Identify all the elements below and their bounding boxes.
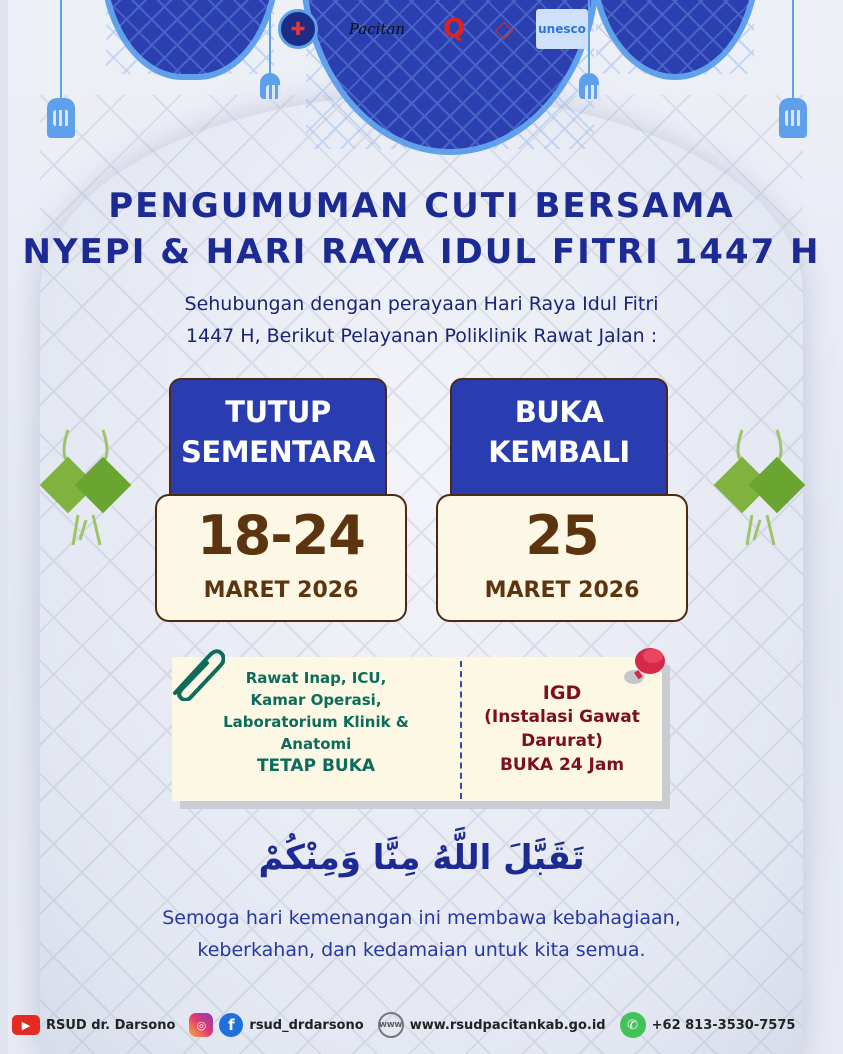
reopen-label-2: KEMBALI	[488, 435, 630, 469]
paperclip-icon	[165, 643, 225, 701]
phone-number: +62 813-3530-7575	[651, 1017, 796, 1033]
rsud-logo-icon: ✚	[278, 9, 318, 49]
igd-desc-line: (Instalasi Gawat	[484, 707, 640, 727]
page-title	[0, 183, 843, 275]
instagram-icon: ◎	[189, 1013, 213, 1037]
lantern-icon	[792, 0, 794, 100]
service-line: Anatomi	[280, 735, 352, 753]
reopen-card-header	[450, 378, 668, 508]
service-line: Laboratorium Klinik &	[223, 713, 409, 731]
greeting-line-1: Semoga hari kemenangan ini membawa kebahagiaan,	[162, 907, 681, 929]
reopen-date: 25	[525, 504, 599, 567]
closed-label-1: TUTUP	[225, 395, 331, 429]
greeting-message	[0, 902, 843, 966]
facebook-icon: f	[219, 1013, 243, 1037]
social-link[interactable]	[189, 1013, 363, 1037]
lantern-icon	[269, 0, 271, 75]
reopen-label-1: BUKA	[514, 395, 604, 429]
open-status: TETAP BUKA	[256, 756, 376, 776]
closed-dates: 18-24	[197, 504, 365, 567]
lantern-icon	[60, 0, 62, 100]
igd-desc-line: Darurat)	[521, 731, 603, 751]
contact-footer	[0, 1008, 843, 1042]
website-link[interactable]	[378, 1012, 606, 1038]
closed-month: MARET 2026	[203, 578, 359, 603]
service-line: Kamar Operasi,	[250, 691, 382, 709]
title-line-1: PENGUMUMAN CUTI BERSAMA	[108, 186, 735, 226]
whatsapp-icon: ✆	[620, 1012, 646, 1038]
globe-icon: WWW	[378, 1012, 404, 1038]
side-panel	[0, 0, 8, 1054]
dome-right-ornament	[590, 0, 760, 80]
whatsapp-link[interactable]	[620, 1012, 796, 1038]
services-note	[172, 657, 662, 801]
q-logo-icon: Q	[442, 14, 466, 44]
website-url: www.rsudpacitankab.go.id	[409, 1017, 606, 1033]
partner-logos	[278, 6, 593, 52]
youtube-link[interactable]	[12, 1015, 175, 1035]
closed-card-header	[169, 378, 387, 508]
closed-label-2: SEMENTARA	[181, 435, 375, 469]
greeting-line-2: keberkahan, dan kedamaian untuk kita semua.	[197, 939, 646, 961]
arabic-greeting: تَقَبَّلَ اللَّهُ مِنَّا وَمِنْكُمْ	[258, 838, 585, 878]
youtube-icon: ▶	[12, 1015, 40, 1035]
ketupat-icon	[38, 420, 138, 550]
igd-hours: BUKA 24 Jam	[499, 755, 625, 775]
reopen-card-body	[436, 494, 688, 622]
subtitle-line-2: 1447 H, Berikut Pelayanan Poliklinik Rawat Jalan :	[185, 325, 658, 347]
reopen-month: MARET 2026	[484, 578, 640, 603]
closed-card-body	[155, 494, 407, 622]
igd-label: IGD	[542, 682, 582, 704]
pushpin-icon	[622, 645, 668, 685]
ketupat-icon	[712, 420, 812, 550]
dome-left-ornament	[100, 0, 280, 80]
youtube-channel: RSUD dr. Darsono	[46, 1017, 176, 1033]
subtitle	[0, 288, 843, 352]
pacitan-logo-icon: Pacitan	[348, 20, 406, 38]
title-line-2: NYEPI & HARI RAYA IDUL FITRI 1447 H	[22, 232, 821, 272]
c-logo-icon: ◇	[494, 15, 514, 43]
social-handle: rsud_drdarsono	[249, 1017, 364, 1033]
service-line: Rawat Inap, ICU,	[245, 669, 387, 687]
subtitle-line-1: Sehubungan dengan perayaan Hari Raya Idul Fitri	[184, 293, 659, 315]
unesco-logo-icon: unesco	[536, 9, 588, 49]
